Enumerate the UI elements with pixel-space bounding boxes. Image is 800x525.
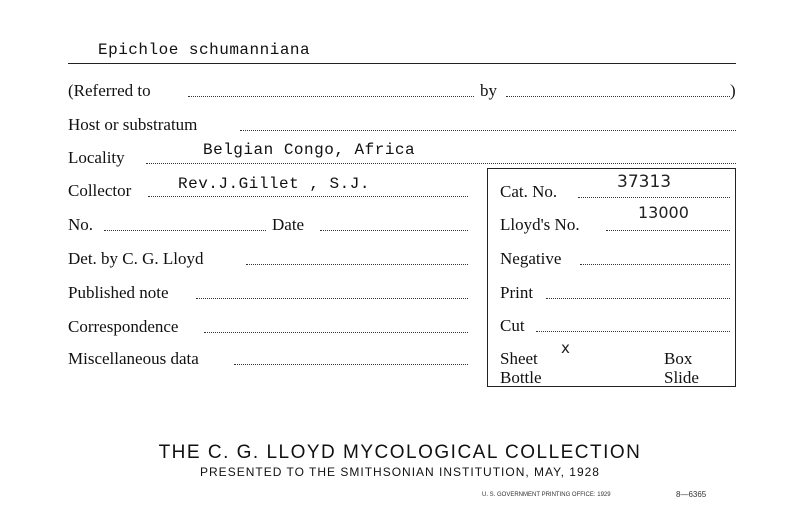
referred-to-line bbox=[188, 96, 474, 97]
negative-label: Negative bbox=[500, 249, 562, 268]
collection-subtitle: PRESENTED TO THE SMITHSONIAN INSTITUTION, MAY, 1928 bbox=[200, 465, 600, 479]
no-line bbox=[104, 230, 266, 231]
slide-label: Slide bbox=[664, 368, 699, 387]
cat-no-value: 37313 bbox=[617, 172, 672, 192]
no-label: No. bbox=[68, 215, 94, 234]
top-rule bbox=[68, 63, 736, 64]
sheet-mark: x bbox=[561, 339, 570, 357]
det-line bbox=[246, 264, 468, 265]
date-label: Date bbox=[272, 215, 305, 234]
by-label: by bbox=[480, 81, 497, 100]
collector-line bbox=[148, 196, 468, 197]
misc-label: Miscellaneous data bbox=[68, 349, 199, 368]
specimen-name: Epichloe schumanniana bbox=[98, 41, 311, 59]
misc-line bbox=[234, 364, 468, 365]
sheet-label: Sheet bbox=[500, 349, 538, 368]
det-label: Det. by C. G. Lloyd bbox=[68, 249, 204, 268]
printing-office-note: U. S. GOVERNMENT PRINTING OFFICE: 1929 bbox=[482, 492, 611, 498]
box-label: Box bbox=[664, 349, 693, 368]
host-line bbox=[240, 130, 736, 131]
print-line bbox=[546, 298, 730, 299]
locality-label: Locality bbox=[68, 148, 125, 167]
collection-title: THE C. G. LLOYD MYCOLOGICAL COLLECTION bbox=[158, 442, 642, 463]
referred-to-label: (Referred to bbox=[68, 81, 151, 100]
negative-line bbox=[580, 264, 730, 265]
cut-line bbox=[536, 331, 730, 332]
locality-value: Belgian Congo, Africa bbox=[203, 141, 416, 159]
bottle-label: Bottle bbox=[500, 368, 542, 387]
correspondence-line bbox=[204, 332, 468, 333]
published-label: Published note bbox=[68, 283, 169, 302]
collector-label: Collector bbox=[68, 181, 132, 200]
host-label: Host or substratum bbox=[68, 115, 198, 134]
close-paren: ) bbox=[730, 81, 736, 100]
form-code: 8—6365 bbox=[676, 490, 707, 499]
lloyds-no-label: Lloyd's No. bbox=[500, 215, 580, 234]
by-line bbox=[506, 96, 730, 97]
locality-line bbox=[146, 163, 736, 164]
date-line bbox=[320, 230, 468, 231]
cat-no-line bbox=[578, 197, 730, 198]
print-label: Print bbox=[500, 283, 534, 302]
lloyds-no-value: 13000 bbox=[638, 203, 689, 222]
published-line bbox=[196, 298, 468, 299]
collector-value: Rev.J.Gillet , S.J. bbox=[178, 175, 370, 193]
cat-no-label: Cat. No. bbox=[500, 182, 558, 201]
cut-label: Cut bbox=[500, 316, 525, 335]
correspondence-label: Correspondence bbox=[68, 317, 179, 336]
lloyds-no-line bbox=[606, 230, 730, 231]
